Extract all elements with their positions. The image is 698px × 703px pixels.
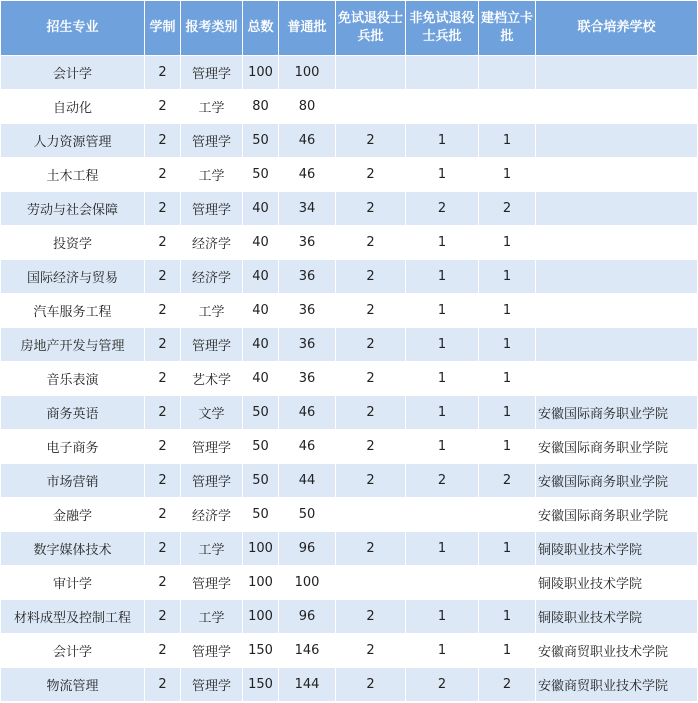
cell-total: 150	[243, 668, 279, 702]
header-major: 招生专业	[1, 1, 145, 56]
cell-regular-batch: 96	[279, 532, 336, 566]
table-row	[1, 668, 698, 702]
table-row	[1, 464, 698, 498]
cell-duration: 2	[145, 396, 181, 430]
cell-poverty-registered-batch: 1	[479, 430, 536, 464]
cell-total: 100	[243, 600, 279, 634]
cell-major: 房地产开发与管理	[1, 328, 145, 362]
cell-nonexempt-veteran-batch: 1	[406, 260, 479, 294]
cell-regular-batch: 34	[279, 192, 336, 226]
cell-partner-school	[536, 260, 698, 294]
cell-category: 文学	[181, 396, 243, 430]
cell-category: 管理学	[181, 124, 243, 158]
cell-major: 劳动与社会保障	[1, 192, 145, 226]
cell-exempt-veteran-batch: 2	[336, 260, 406, 294]
cell-exempt-veteran-batch	[336, 498, 406, 532]
cell-regular-batch: 46	[279, 396, 336, 430]
header-regular-batch: 普通批	[279, 1, 336, 56]
cell-major: 投资学	[1, 226, 145, 260]
cell-exempt-veteran-batch	[336, 90, 406, 124]
cell-regular-batch: 96	[279, 600, 336, 634]
cell-duration: 2	[145, 464, 181, 498]
cell-major: 人力资源管理	[1, 124, 145, 158]
cell-nonexempt-veteran-batch: 2	[406, 192, 479, 226]
table-row	[1, 294, 698, 328]
cell-duration: 2	[145, 362, 181, 396]
cell-exempt-veteran-batch: 2	[336, 396, 406, 430]
cell-regular-batch: 36	[279, 294, 336, 328]
cell-partner-school: 铜陵职业技术学院	[536, 532, 698, 566]
cell-exempt-veteran-batch: 2	[336, 532, 406, 566]
table-row	[1, 192, 698, 226]
cell-exempt-veteran-batch: 2	[336, 124, 406, 158]
cell-poverty-registered-batch: 1	[479, 600, 536, 634]
cell-regular-batch: 36	[279, 362, 336, 396]
cell-nonexempt-veteran-batch	[406, 56, 479, 90]
table-row	[1, 124, 698, 158]
cell-category: 艺术学	[181, 362, 243, 396]
cell-exempt-veteran-batch: 2	[336, 158, 406, 192]
cell-total: 50	[243, 158, 279, 192]
table-row	[1, 532, 698, 566]
cell-category: 工学	[181, 158, 243, 192]
cell-duration: 2	[145, 532, 181, 566]
cell-exempt-veteran-batch: 2	[336, 634, 406, 668]
cell-partner-school: 安徽国际商务职业学院	[536, 498, 698, 532]
cell-duration: 2	[145, 600, 181, 634]
cell-major: 电子商务	[1, 430, 145, 464]
cell-major: 数字媒体技术	[1, 532, 145, 566]
cell-partner-school: 安徽商贸职业技术学院	[536, 668, 698, 702]
cell-major: 自动化	[1, 90, 145, 124]
cell-nonexempt-veteran-batch: 1	[406, 362, 479, 396]
cell-total: 40	[243, 260, 279, 294]
cell-total: 40	[243, 294, 279, 328]
cell-total: 40	[243, 226, 279, 260]
cell-total: 50	[243, 464, 279, 498]
cell-major: 物流管理	[1, 668, 145, 702]
header-total: 总数	[243, 1, 279, 56]
table-row	[1, 260, 698, 294]
cell-duration: 2	[145, 566, 181, 600]
cell-poverty-registered-batch: 2	[479, 464, 536, 498]
table-row	[1, 498, 698, 532]
cell-poverty-registered-batch: 1	[479, 260, 536, 294]
header-duration: 学制	[145, 1, 181, 56]
cell-total: 40	[243, 328, 279, 362]
cell-poverty-registered-batch: 1	[479, 328, 536, 362]
cell-poverty-registered-batch: 1	[479, 362, 536, 396]
cell-duration: 2	[145, 668, 181, 702]
cell-duration: 2	[145, 430, 181, 464]
cell-partner-school	[536, 158, 698, 192]
cell-exempt-veteran-batch: 2	[336, 362, 406, 396]
cell-total: 50	[243, 124, 279, 158]
cell-nonexempt-veteran-batch: 1	[406, 600, 479, 634]
cell-partner-school: 安徽国际商务职业学院	[536, 464, 698, 498]
cell-total: 50	[243, 498, 279, 532]
cell-nonexempt-veteran-batch: 2	[406, 464, 479, 498]
cell-partner-school	[536, 328, 698, 362]
cell-major: 汽车服务工程	[1, 294, 145, 328]
cell-nonexempt-veteran-batch: 2	[406, 668, 479, 702]
header-exempt-veteran-batch: 免试退役士兵批	[336, 1, 406, 56]
cell-regular-batch: 100	[279, 566, 336, 600]
cell-total: 40	[243, 362, 279, 396]
cell-poverty-registered-batch: 1	[479, 124, 536, 158]
table-row	[1, 600, 698, 634]
cell-category: 管理学	[181, 464, 243, 498]
cell-major: 材料成型及控制工程	[1, 600, 145, 634]
table-row	[1, 396, 698, 430]
cell-partner-school	[536, 192, 698, 226]
cell-major: 音乐表演	[1, 362, 145, 396]
cell-category: 经济学	[181, 226, 243, 260]
header-category: 报考类别	[181, 1, 243, 56]
cell-partner-school	[536, 124, 698, 158]
cell-duration: 2	[145, 192, 181, 226]
cell-poverty-registered-batch: 2	[479, 192, 536, 226]
header-row	[1, 1, 698, 56]
cell-nonexempt-veteran-batch: 1	[406, 430, 479, 464]
cell-poverty-registered-batch	[479, 90, 536, 124]
cell-major: 市场营销	[1, 464, 145, 498]
cell-total: 100	[243, 566, 279, 600]
cell-regular-batch: 100	[279, 56, 336, 90]
cell-exempt-veteran-batch: 2	[336, 430, 406, 464]
table-row	[1, 90, 698, 124]
cell-total: 100	[243, 56, 279, 90]
cell-nonexempt-veteran-batch	[406, 566, 479, 600]
cell-poverty-registered-batch: 1	[479, 226, 536, 260]
cell-major: 商务英语	[1, 396, 145, 430]
cell-duration: 2	[145, 124, 181, 158]
cell-duration: 2	[145, 56, 181, 90]
cell-category: 管理学	[181, 328, 243, 362]
cell-nonexempt-veteran-batch: 1	[406, 124, 479, 158]
cell-regular-batch: 46	[279, 430, 336, 464]
cell-category: 管理学	[181, 566, 243, 600]
table-header	[1, 1, 698, 56]
cell-exempt-veteran-batch: 2	[336, 294, 406, 328]
header-poverty-registered-batch: 建档立卡批	[479, 1, 536, 56]
table-row	[1, 362, 698, 396]
cell-poverty-registered-batch	[479, 566, 536, 600]
cell-duration: 2	[145, 226, 181, 260]
table-row	[1, 158, 698, 192]
cell-regular-batch: 50	[279, 498, 336, 532]
cell-total: 50	[243, 396, 279, 430]
cell-partner-school	[536, 90, 698, 124]
cell-major: 会计学	[1, 56, 145, 90]
table-row	[1, 566, 698, 600]
cell-exempt-veteran-batch	[336, 566, 406, 600]
cell-partner-school	[536, 294, 698, 328]
cell-partner-school	[536, 226, 698, 260]
cell-category: 经济学	[181, 498, 243, 532]
cell-partner-school: 铜陵职业技术学院	[536, 600, 698, 634]
cell-poverty-registered-batch	[479, 498, 536, 532]
table-row	[1, 430, 698, 464]
header-partner-school: 联合培养学校	[536, 1, 698, 56]
cell-nonexempt-veteran-batch: 1	[406, 328, 479, 362]
cell-exempt-veteran-batch: 2	[336, 192, 406, 226]
cell-regular-batch: 44	[279, 464, 336, 498]
cell-total: 100	[243, 532, 279, 566]
cell-nonexempt-veteran-batch	[406, 498, 479, 532]
cell-exempt-veteran-batch: 2	[336, 226, 406, 260]
cell-major: 国际经济与贸易	[1, 260, 145, 294]
cell-partner-school	[536, 56, 698, 90]
cell-partner-school: 安徽商贸职业技术学院	[536, 634, 698, 668]
cell-major: 审计学	[1, 566, 145, 600]
cell-poverty-registered-batch: 1	[479, 294, 536, 328]
cell-nonexempt-veteran-batch: 1	[406, 158, 479, 192]
cell-duration: 2	[145, 498, 181, 532]
cell-regular-batch: 36	[279, 260, 336, 294]
cell-total: 80	[243, 90, 279, 124]
cell-regular-batch: 36	[279, 328, 336, 362]
cell-nonexempt-veteran-batch: 1	[406, 634, 479, 668]
cell-category: 工学	[181, 90, 243, 124]
table-row	[1, 226, 698, 260]
cell-total: 40	[243, 192, 279, 226]
cell-nonexempt-veteran-batch: 1	[406, 294, 479, 328]
cell-exempt-veteran-batch	[336, 56, 406, 90]
cell-partner-school: 安徽国际商务职业学院	[536, 430, 698, 464]
cell-exempt-veteran-batch: 2	[336, 464, 406, 498]
cell-category: 工学	[181, 600, 243, 634]
cell-regular-batch: 146	[279, 634, 336, 668]
table-row	[1, 634, 698, 668]
cell-poverty-registered-batch: 1	[479, 634, 536, 668]
cell-total: 150	[243, 634, 279, 668]
cell-duration: 2	[145, 634, 181, 668]
cell-total: 50	[243, 430, 279, 464]
cell-partner-school: 铜陵职业技术学院	[536, 566, 698, 600]
cell-exempt-veteran-batch: 2	[336, 600, 406, 634]
cell-category: 经济学	[181, 260, 243, 294]
cell-duration: 2	[145, 328, 181, 362]
cell-category: 管理学	[181, 430, 243, 464]
cell-regular-batch: 144	[279, 668, 336, 702]
cell-poverty-registered-batch: 1	[479, 396, 536, 430]
cell-nonexempt-veteran-batch: 1	[406, 396, 479, 430]
cell-category: 工学	[181, 532, 243, 566]
cell-major: 会计学	[1, 634, 145, 668]
cell-exempt-veteran-batch: 2	[336, 668, 406, 702]
cell-poverty-registered-batch	[479, 56, 536, 90]
cell-nonexempt-veteran-batch	[406, 90, 479, 124]
cell-category: 管理学	[181, 192, 243, 226]
table-body	[1, 56, 698, 702]
cell-poverty-registered-batch: 1	[479, 158, 536, 192]
table-row	[1, 328, 698, 362]
cell-category: 工学	[181, 294, 243, 328]
table-row	[1, 56, 698, 90]
cell-duration: 2	[145, 260, 181, 294]
cell-duration: 2	[145, 90, 181, 124]
cell-major: 金融学	[1, 498, 145, 532]
cell-nonexempt-veteran-batch: 1	[406, 226, 479, 260]
cell-duration: 2	[145, 294, 181, 328]
cell-poverty-registered-batch: 1	[479, 532, 536, 566]
cell-category: 管理学	[181, 634, 243, 668]
cell-duration: 2	[145, 158, 181, 192]
cell-regular-batch: 46	[279, 158, 336, 192]
header-nonexempt-veteran-batch: 非免试退役士兵批	[406, 1, 479, 56]
cell-category: 管理学	[181, 56, 243, 90]
cell-poverty-registered-batch: 2	[479, 668, 536, 702]
cell-major: 土木工程	[1, 158, 145, 192]
cell-regular-batch: 80	[279, 90, 336, 124]
cell-regular-batch: 36	[279, 226, 336, 260]
cell-nonexempt-veteran-batch: 1	[406, 532, 479, 566]
cell-regular-batch: 46	[279, 124, 336, 158]
cell-partner-school: 安徽国际商务职业学院	[536, 396, 698, 430]
cell-partner-school	[536, 362, 698, 396]
cell-exempt-veteran-batch: 2	[336, 328, 406, 362]
cell-category: 管理学	[181, 668, 243, 702]
